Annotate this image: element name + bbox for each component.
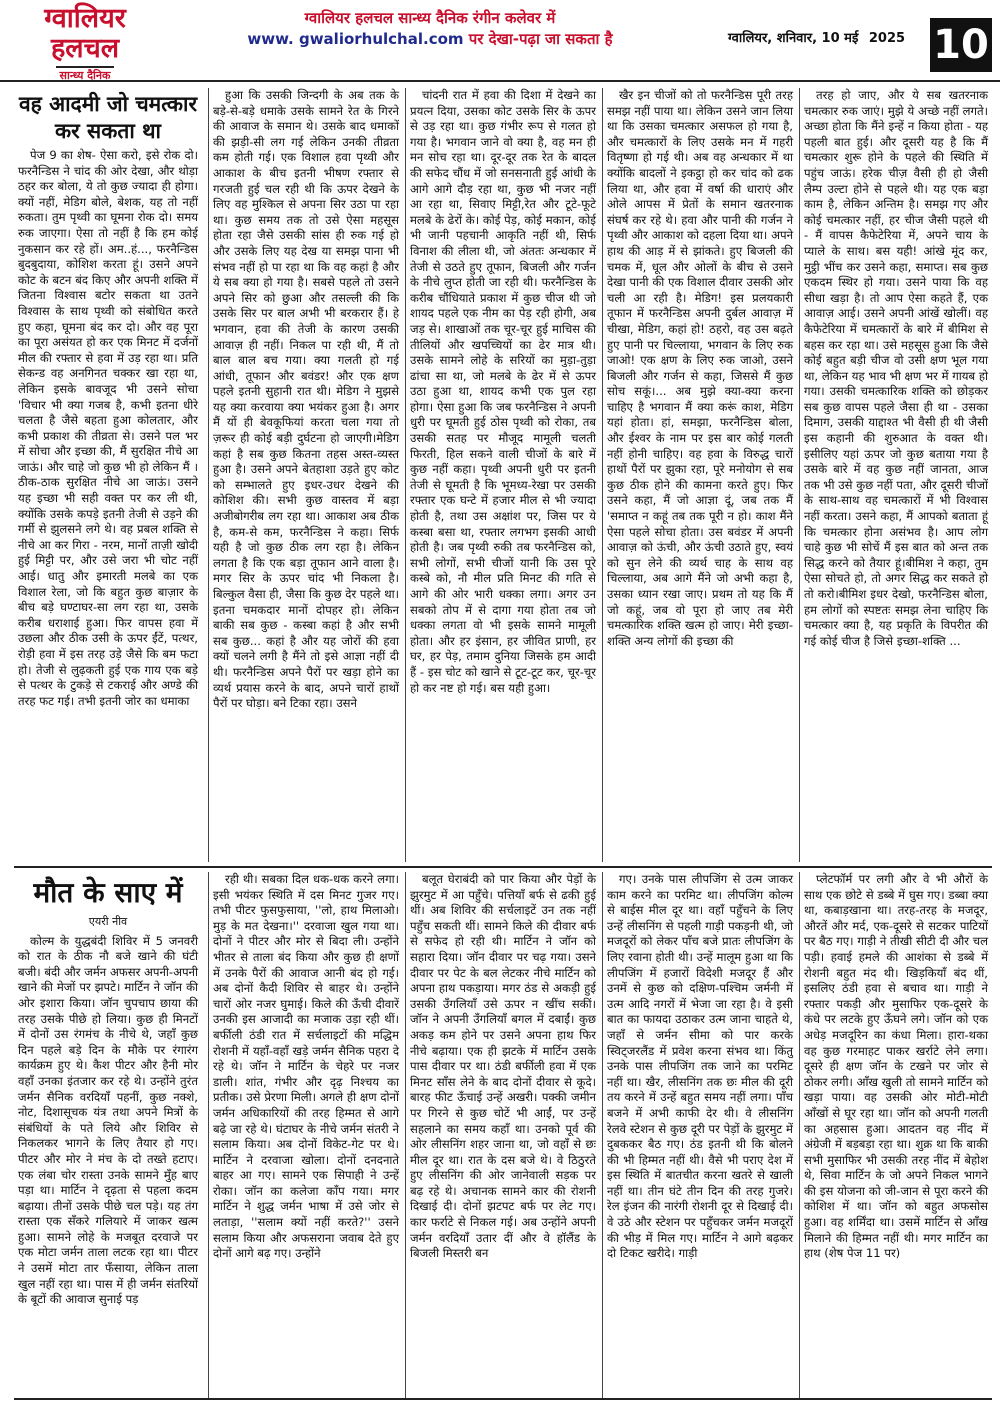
article1-column-text: खैर इन चीजों को तो फरनैन्डिस पूरी तरह समझ नहीं पाया था। लेकिन उसने जान लिया था कि उसका चमत्कार असफल हो गया है, और चमत्कारों के लिए उसके मन में गहरी वितृष्णा हो गई थी। अब वह अन्धकार में था क्योंकि बादलों ने इकट्ठा हो कर चांद को ढक लिया था, और हवा में वर्षा की धाराएं और ओले आपस में प्रेतों के समान खतरनाक संघर्ष कर रहे थे। हवा और पानी की गर्जन ने पृथ्वी और आकाश को दहला दिया था। अपने हाथ की आड़ में से झांकते। हुए बिजली की चमक में, धूल और ओलों के बीच से उसने देखा पानी की एक विशाल दीवार उसकी ओर चली आ रही है। मेडिग! इस प्रलयकारी तूफान में फरनैन्डिस अपनी दुर्बल आवाज़ में चीखा, मेडिग, कहां हो! ठहरो, वह उस बढ़ते हुए पानी पर चिल्लाया, भगवान के लिए रुक जाओ! एक क्षण के लिए रुक जाओ, उसने बिजली और गर्जन से कहा, जिससे मैं कुछ सोच सकूं।... अब मुझे क्या-क्या करना चाहिए है भगवान मैं क्या करूं काश, मेडिग यहां होता। हां, समझा, फरनैन्डिस बोला, और ईश्वर के नाम पर इस बार कोई गलती नहीं होनी चाहिए। वह हवा के विरुद्ध चारों हाथों पैरों पर झुका रहा, पूरे मनोयोग से सब कुछ ठीक होने की कामना करते हुए। फिर उसने कहा, मैं जो आज्ञा दूं, जब तक मैं 'समाप्त न कहूं तब तक पूरी न हो। काश मैंने ऐसा पहले सोचा होता। उस बवंडर में अपनी आवाज़ को ऊंची, और ऊंची उठाते हुए, स्वयं को सुन लेने की व्यर्थ चाह के साथ वह चिल्लाया, अब आगे मैंने जो अभी कहा है, उसका ध्यान रखा जाए। प्रथम तो यह कि मैं जो कहूं, जब वो पूरा हो जाए तब मेरी चमत्कारिक शक्ति खत्म हो जाए। मेरी इच्छा-शक्ति अन्य लोगों की इच्छा की [607, 88, 793, 648]
article2-column-2 [208, 872, 403, 1400]
article2-column-text: प्लेटफॉर्म पर लगी और वे भी औरों के साथ एक छोटे से डब्बे में घुस गए। डब्बा क्या था, कबाड़खाना था। तरह-तरह के मजदूर, औरतें और मर्द, एक-दूसरे से सटकर पाटियों पर बैठ गए। गाड़ी ने तीखी सीटी दी और चल पड़ी। हवाई हमले की आशंका से डब्बे में रोशनी बहुत मंद थी। खिड़कियाँ बंद थीं, इसलिए ठंडी हवा से बचाव था। गाड़ी ने रफ्तार पकड़ी और मुसाफिर एक-दूसरे के कंधे पर लटके हुए ऊँघने लगे। जॉन को एक अधेड़ मजदूरिन का कंधा मिला। हारा-थका वह कुछ गरमाहट पाकर खर्राटे लेने लगा। दूसरे ही क्षण जॉन के टखने पर जोर से ठोकर लगी। आँख खुली तो सामने मार्टिन को खड़ा पाया। वह उसकी ओर मोटी-मोटी आँखों से घूर रहा था। जॉन को अपनी गलती का अहसास हुआ। आदतन वह नींद में अंग्रेजी में बड़बड़ा रहा था। शुक्र था कि बाकी सभी मुसाफिर भी उसकी तरह नींद में बेहोश थे, सिवा मार्टिन के जो अपने निकल भागने की इस योजना को जी-जान से पूरा करने की कोशिश में था। जॉन को बहुत अफसोस हुआ। वह शर्मिंदा था। उसमें मार्टिन से आँख मिलाने की हिम्मत नहीं थी। मगर मार्टिन का हाथ (शेष पेज 11 पर) [804, 872, 988, 1261]
logo-line-2: हलचल [50, 33, 120, 64]
logo-line-3: सान्ध्य दैनिक [56, 66, 115, 83]
website-link[interactable]: www. gwaliorhulchal.com [247, 30, 464, 48]
article2-headline: मौत के साए में [33, 876, 183, 909]
masthead [0, 0, 1000, 82]
date-city: ग्वालियर, शनिवार, 10 मई [728, 31, 859, 46]
article1-column-2 [208, 88, 403, 862]
article1-column-text: तरह हो जाए, और ये सब खतरनाक चमत्कार रुक जाएं। मुझे ये अच्छे नहीं लगते। अच्छा होता कि मैंने इन्हें न किया होता - यह पहली बात हुई। और दूसरी यह है कि मैं चमत्कार शुरू होने के पहले की स्थिति में पहुंच जाऊं। हरेक चीज़ वैसी ही हो जैसी लैम्प उल्टा होने से पहले थी। यह एक बड़ा काम है, लेकिन अन्तिम है। समझ गए और कोई चमत्कार नहीं, हर चीज जैसी पहले थी - मैं वापस कैफेटेरिया में, अपने चाय के प्याले के साथ। बस यही! आंखे मूंद कर, मुट्ठी भींच कर उसने कहा, समाप्त। सब कुछ एकदम स्थिर हो गया। उसने पाया कि वह सीधा खड़ा है। तो आप ऐसा कहते हैं, एक आवाज़ आई। उसने अपनी आंखें खोलीं। वह कैफेटेरिया में चमत्कारों के बारे में बीमिश से बहस कर रहा था। उसे महसूस हुआ कि जैसे कोई बहुत बड़ी चीज वो उसी क्षण भूल गया था, लेकिन यह भाव भी क्षण भर में गायब हो गया। उसकी चमत्कारिक शक्ति को छोड़कर सब कुछ वापस पहले जैसा ही था - उसका दिमाग, उसकी याद्दाश्त भी वैसी ही थी जैसी इस कहानी की शुरुआत के वक्त थी। इसीलिए यहां ऊपर जो कुछ बताया गया है उसके बारे में वह कुछ नहीं जानता, आज तक भी उसे कुछ नहीं पता, और दूसरी चीजों के साथ-साथ वह चमत्कारों में भी विश्वास नहीं करता। उसने कहा, मैं आपको बताता हूं कि चमत्कार होना असंभव है। आप लोग चाहे कुछ भी सोचें मैं इस बात को अन्त तक सिद्ध करने को तैयार हूं।बीमिश ने कहा, तुम ऐसा सोचते हो, तो अगर सिद्ध कर सकते हो तो करो।बीमिश इधर देखो, फरनैन्डिस बोला, हम लोगों को स्पष्टतः समझ लेना चाहिए कि चमत्कार क्या है, यह प्रकृति के विपरीत की गई कोई चीज है जिसे इच्छा-शक्ति ... [804, 88, 988, 648]
logo-line-1: ग्वालियर [44, 3, 126, 34]
date-year: 2025 [868, 31, 906, 46]
page-number: 10 [930, 18, 992, 72]
tagline-line-2-rest: पर देखा-पढ़ा जा सकता है [468, 30, 613, 48]
article-miracle-man [14, 88, 992, 862]
newspaper-logo [10, 4, 160, 80]
article1-column-text: चांदनी रात में हवा की दिशा में देखने का प्रयत्न दिया, उसका कोट उसके सिर के ऊपर से उड़ रहा था। कुछ गंभीर रूप से गलत हो गया है। भगवान जाने वो क्या है, वह मन ही मन सोच रहा था। दूर-दूर तक रेत के बादल की सफेद चौंध में जो सनसनाती हुई आंधी के आगे आगे दौड़ रहा था, कुछ भी नजर नहीं आ रहा था, सिवाए मिट्टी,रेत और टूटे-फूटे मलबे के ढेरों के। कोई पेड़, कोई मकान, कोई भी जानी पहचानी आकृति नहीं थी, सिर्फ विनाश की लीला थी, जो अंततः अन्धकार में तेजी से उठते हुए तूफान, बिजली और गर्जन के नीचे लुप्त होती जा रही थी। फरनैन्डिस के करीब चौंधियाते प्रकाश में कुछ चीज थी जो शायद पहले एक नीम का पेड़ रही होगी, अब जड़ से। शाखाओं तक चूर-चूर हुई माचिस की तीलियों और खपच्चियों का ढेर मात्र थी। उसके सामने लोहे के सरियों का मुड़ा-तुड़ा ढांचा सा था, जो मलबे के ढेर में से ऊपर उठा हुआ था, शायद कभी एक पुल रहा होगा। ऐसा हुआ कि जब फरनैन्डिस ने अपनी धुरी पर घूमती हुई ठोस पृथ्वी को रोका, तब उसकी सतह पर मौजूद मामूली चलती फिरती, हिल सकने वाली चीजों के बारे में कुछ नहीं कहा। पृथ्वी अपनी धुरी पर इतनी तेजी से घूमती है कि भूमध्य-रेखा पर उसकी रफ्तार एक घन्टे में हजार मील से भी ज्यादा होती है, तथा उस अक्षांश पर, जिस पर ये कस्बा बसा था, रफ्तार लगभग इसकी आधी होती है। जब पृथ्वी रुकी तब फरनैन्डिस को, सभी लोगों, सभी चीजों यानी कि उस पूरे कस्बे को, नौ मील प्रति मिनट की गति से आगे की ओर भारी धक्का लगा। अगर उन सबको तोप में से दागा गया होता तब जो धक्का लगता वो भी इसके सामने मामूली होता। और हर इंसान, हर जीवित प्राणी, हर घर, हर पेड़, तमाम दुनिया जिसके हम आदी हैं - इस चोट को खाने से टूट-टूट कर, चूर-चूर हो कर नष्ट हो गई। बस यही हुआ। [410, 88, 596, 695]
article-in-shadow-of-death [14, 872, 992, 1400]
dateline [728, 28, 911, 46]
article2-byline: एयरी नीव [88, 915, 128, 928]
article2-column-text: कोल्म के युद्धबंदी शिविर में 5 जनवरी को रात के ठीक नौ बजे खाने की घंटी बजी। बंदी और जर्मन अफसर अपनी-अपनी खाने की मेजों पर झपटे। मार्टिन ने जॉन की ओर इशारा किया। जॉन चुपचाप छाया की तरह उसके पीछे हो लिया। कुछ ही मिनटों में दोनों उस रंगमंच के नीचे थे, जहाँ कुछ दिन पहले बड़े दिन के मौके पर रंगारंग कार्यक्रम हुए थे। कैश पीटर और हैनी मोर वहाँ उनका इंतजार कर रहे थे। उन्होंने तुरंत जर्मन सैनिक वरदियाँ पहनीं, कुछ नक्शे, नोट, दिशासूचक यंत्र तथा अपने मित्रों के संबंधियों के पते लिये और शिविर से निकलकर भागने के लिए तैयार हो गए। पीटर और मोर ने मंच के दो तख्ते हटाए। एक लंबा चोर रास्ता उनके सामने मुँह बाए पड़ा था। मार्टिन ने दृढ़ता से पहला कदम बढ़ाया। तीनों उसके पीछे चल पड़े। यह तंग रास्ता एक सँकरे गलियारे में जाकर खत्म हुआ। सामने लोहे के मजबूत दरवाजे पर एक मोटा जर्मन ताला लटक रहा था। पीटर ने उसमें मोटा तार फँसाया, लेकिन ताला खुल नहीं रहा था। पास में ही जर्मन संतरियों के बूटों की आवाज सुनाई पड़ [18, 933, 198, 1307]
article2-column-3 [405, 872, 600, 1400]
article2-column-text: रही थी। सबका दिल धक-धक करने लगा। इसी भयंकर स्थिति में दस मिनट गुजर गए। तभी पीटर फुसफुसाया, ''लो, हाथ मिलाओ। मुड़ के मत देखना।'' दरवाजा खुल गया था। दोनों ने पीटर और मोर से बिदा ली। उन्होंने भीतर से ताला बंद किया और कुछ ही क्षणों में उनके पैरों की आवाज आनी बंद हो गई। अब दोनों कैदी शिविर से बाहर थे। उन्होंने चारों ओर नजर घुमाई। किले की ऊँची दीवारें उनकी इस आजादी का मजाक उड़ा रही थीं। बर्फीली ठंडी रात में सर्चलाइटों की मद्धिम रोशनी में यहाँ-वहाँ खड़े जर्मन सैनिक पहरा दे रहे थे। जॉन ने मार्टिन के चेहरे पर नजर डाली। शांत, गंभीर और दृढ़ निश्चय का प्रतीक। उसे प्रेरणा मिली। अगले ही क्षण दोनों जर्मन अधिकारियों की तरह हिम्मत से आगे बढ़े जा रहे थे। घंटाघर के नीचे जर्मन संतरी ने सलाम किया। अब दोनों विकेट-गेट पर थे। मार्टिन ने दरवाजा खोला। दोनों दनदनाते बाहर आ गए। सामने एक सिपाही ने उन्हें रोका। जॉन का कलेजा काँप गया। मगर मार्टिन ने शुद्ध जर्मन भाषा में उसे जोर से लताड़ा, ''सलाम क्यों नहीं करते?'' उसने सलाम किया और अफसराना जवाब देते हुए दोनों आगे बढ़ गए। उन्होंने [213, 872, 399, 1261]
tagline [170, 8, 690, 50]
article1-column-text: पेज 9 का शेष- ऐसा करो, इसे रोक दो। फरनैन्डिस ने चांद की ओर देखा, और थोड़ा ठहर कर बोला, ये तो कुछ ज्यादा ही होगा। क्यों नहीं, मेडिग बोले, बेशक, यह तो नहीं रुकता। तुम पृथ्वी का घूमना रोक दो। समय रुक जाएगा। ऐसा तो नहीं है कि हम कोई नुकसान कर रहे हों। अम..हं..., फरनैन्डिस बुदबुदाया, कोशिश करता हूं। उसने अपने कोट के बटन बंद किए और अपनी शक्ति में जितना विश्वास बटोर सकता था उतने विश्वास के साथ पृथ्वी को संबोधित करते हुए कहा, घूमना बंद कर दो। और वह पूरा का पूरा असंयत हो कर एक मिनट में दर्जनों मील की रफ्तार से हवा में उड़ रहा था। प्रति सेकन्ड वह अनगिनत चक्कर खा रहा था, लेकिन इसके बावजूद भी उसने सोचा 'विचार भी क्या गजब है, कभी इतना धीरे चलता है जैसे बहता हुआ कोलतार, और कभी प्रकाश की तीव्रता से। उसने पल भर में सोचा और इच्छा की, मैं सुरक्षित नीचे आ जाऊं। और चाहे जो कुछ भी हो लेकिन मैं । ठीक-ठाक सुरक्षित नीचे आ जाऊं। उसने यह इच्छा भी सही वक्त पर कर ली थी, क्योंकि उसके कपड़े इतनी तेजी से उड़ने की गर्मी से झुलसने लगे थे। वह प्रबल शक्ति से नीचे आ कर गिरा - नरम, मानों ताज़ी खोदी हुई मिट्टी पर, और उसे जरा भी चोट नहीं आई। धातु और इमारती मलबे का एक विशाल रेला, जो कि बहुत कुछ बाज़ार के बीच बड़े घण्टाघर-सा लग रहा था, उसके करीब धराशाई हुआ। फिर वापस हवा में उछला और ठीक उसी के ऊपर ईंटें, पत्थर, रोड़ी हवा में इस तरह उड़े जैसे कि बम फटा हो। तेजी से लुढ़कती हुई एक गाय एक बड़े से पत्थर के टुकड़े से टकराई और अण्डे की तरह फट गई। तभी इतनी जोर का धमाका [18, 148, 198, 708]
tagline-line-2 [170, 28, 690, 50]
section-divider [14, 866, 992, 868]
article2-column-text: बलूत घेराबंदी को पार किया और पेड़ों के झुरमुट में आ पहुँचे। पत्तियाँ बर्फ से ढकी हुई थीं। अब शिविर की सर्चलाइटें उन तक नहीं पहुँच सकती थीं। सामने किले की दीवार बर्फ से सफेद हो रही थी। मार्टिन ने जॉन को सहारा दिया। जॉन दीवार पर चढ़ गया। उसने दीवार पर पेट के बल लेटकर नीचे मार्टिन को अपना हाथ पकड़ाया। मगर ठंड से अकड़ी हुई उसकी उँगलियाँ उसे ऊपर न खींच सकीं। जॉन ने अपनी उँगलियाँ बगल में दबाईं। कुछ अकड़ कम होने पर उसने अपना हाथ फिर नीचे बढ़ाया। एक ही झटके में मार्टिन उसके पास दीवार पर था। ठंडी बर्फीली हवा में एक मिनट साँस लेने के बाद दोनों दीवार से कूदे। बारह फीट ऊँचाई उन्हें अखरी। पक्की जमीन पर गिरने से कुछ चोटें भी आईं, पर उन्हें सहलाने का समय कहाँ था। उनको पूर्व की ओर लीसनिंग शहर जाना था, जो वहाँ से छः मील दूर था। रात के दस बजे थे। वे ठिठुरते हुए लीसनिंग की ओर जानेवाली सड़क पर बढ़ रहे थे। अचानक सामने कार की रोशनी दिखाई दी। दोनों झटपट बर्फ पर लेट गए। कार फर्राटे से निकल गई। अब उन्होंने अपनी जर्मन वरदियाँ उतार दीं और वे हॉलैंड के बिजली मिस्तरी बन [410, 872, 596, 1261]
article2-column-4 [602, 872, 797, 1400]
article1-column-5 [799, 88, 992, 862]
article2-column-5 [799, 872, 992, 1400]
article1-column-3 [405, 88, 600, 862]
article1-column-text: हुआ कि उसकी जिन्दगी के अब तक के बड़े-से-बड़े धमाके उसके सामने रेत के गिरने की आवाज के समान थे। उसके बाद धमाकों की झड़ी-सी लग गई लेकिन उनकी तीव्रता कम होती गई। एक विशाल हवा पृथ्वी और आकाश के बीच इतनी भीषण रफ्तार से गरजती हुई चल रही थी कि ऊपर देखने के लिए वह मुश्किल से अपना सिर उठा पा रहा था। कुछ समय तक तो उसे ऐसा महसूस होता रहा जैसे उसकी सांस ही रुक गई हो और उसके लिए यह देख या समझ पाना भी संभव नहीं हो पा रहा था कि वह कहां है और ये सब क्या हो गया है। सबसे पहले तो उसने अपने सिर को छुआ और तसल्ली की कि उसके सिर पर बाल अभी भी बरकरार हैं। हे भगवान, हवा की तेजी के कारण उसकी आवाज़ ही नहीं। निकल पा रही थी, मैं तो बाल बाल बच गया। क्या गलती हो गई आंधी, तूफान और बवंडर! और एक क्षण पहले इतनी सुहानी रात थी। मेडिग ने मुझसे यह क्या करवाया क्या भयंकर हुआ है। अगर मैं यों ही बेवकूफियां करता चला गया तो ज़रूर ही कोई बड़ी दुर्घटना हो जाएगी।मेडिग कहां है सब कुछ कितना तहस अस्त-व्यस्त हुआ है। उसने अपने बेतहाशा उड़ते हुए कोट को सम्भालते हुए इधर-उधर देखने की कोशिश की। सभी कुछ वास्तव में बड़ा अजीबोगरीब लग रहा था। आकाश अब ठीक है, कम-से कम, फरनैन्डिस ने कहा। सिर्फ यही है जो कुछ ठीक लग रहा है। लेकिन लगता है कि एक बड़ा तूफान आने वाला है। मगर सिर के ऊपर चांद भी निकला है। बिल्कुल वैसा ही, जैसा कि कुछ देर पहले था। इतना चमकदार मानों दोपहर हो। लेकिन बाकी सब कुछ - कस्बा कहां है और सभी सब कुछ... कहां है और यह जोरों की हवा क्यों चलने लगी है मैंने तो इसे आज्ञा नहीं दी थी। फरनैन्डिस अपने पैरों पर खड़ा होने का व्यर्थ प्रयास करने के बाद, अपने चारों हाथों पैरों पर घोड़ा। बने टिका रहा। उसने [213, 88, 399, 711]
article1-headline: वह आदमी जो चमत्कार कर सकता था [18, 91, 198, 143]
article2-column-1 [14, 872, 202, 1400]
page-bottom-rule [14, 1398, 992, 1400]
article1-column-4 [602, 88, 797, 862]
article2-column-text: गए। उनके पास लीपजिंग से उत्म जाकर काम करने का परमिट था। लीपजिंग कोल्म से बाईस मील दूर था। वहाँ पहुँचने के लिए उन्हें लीसनिंग से पहली गाड़ी पकड़नी थी, जो मजदूरों को लेकर पाँच बजे प्रातः लीपजिंग के लिए रवाना होती थी। उन्हें मालूम हुआ था कि लीपजिंग में हजारों विदेशी मजदूर हैं और उनमें से कुछ को दक्षिण-पश्चिम जर्मनी में उत्म आदि नगरों में भेजा जा रहा है। वे इसी बात का फायदा उठाकर उत्म जाना चाहते थे, जहाँ से जर्मन सीमा को पार करके स्विट्जरलैंड में प्रवेश करना संभव था। किंतु उनके पास लीपजिंग तक जाने का परमिट नहीं था। खैर, लीसनिंग तक छः मील की दूरी तय करने में उन्हें बहुत समय नहीं लगा। पाँच बजने में अभी काफी देर थी। वे लीसनिंग रेलवे स्टेशन से कुछ दूरी पर पेड़ों के झुरमुट में दुबककर बैठ गए। ठंड इतनी थी कि बोलने की भी हिम्मत नहीं थी। वैसे भी पराए देश में इस स्थिति में बातचीत करना खतरे से खाली नहीं था। तीन घंटे तीन दिन की तरह गुजरे। रेल इंजन की नारंगी रोशनी दूर से दिखाई दी। वे उठे और स्टेशन पर पहुँचकर जर्मन मजदूरों की भीड़ में मिल गए। मार्टिन ने आगे बढ़कर दो टिकट खरीदे। गाड़ी [607, 872, 793, 1261]
tagline-line-1: ग्वालियर हलचल सान्ध्य दैनिक रंगीन कलेवर में [304, 9, 556, 27]
article1-column-1 [14, 88, 202, 862]
